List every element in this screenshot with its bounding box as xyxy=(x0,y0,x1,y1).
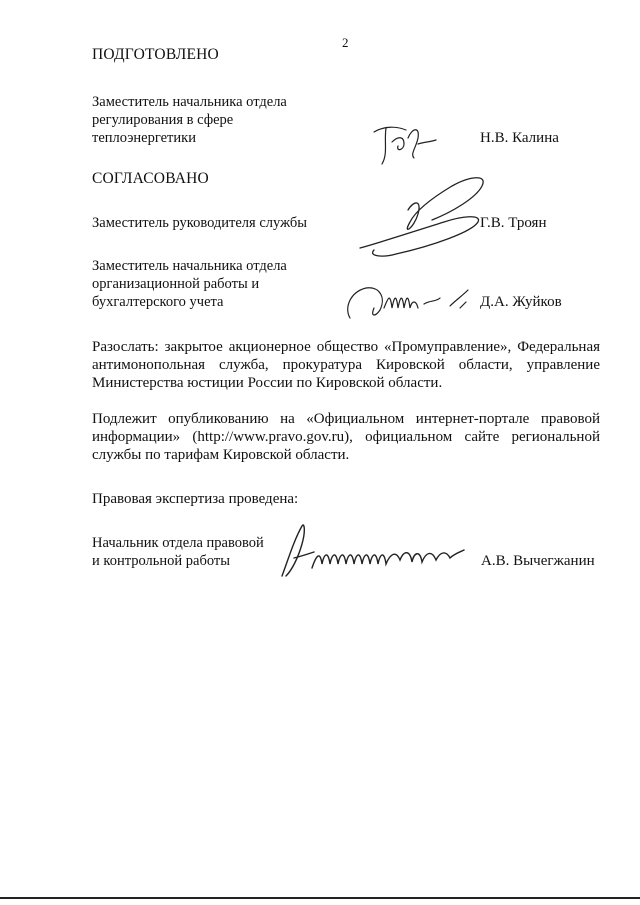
agreed-name-2: Д.А. Жуйков xyxy=(480,294,562,310)
position-line: бухгалтерского учета xyxy=(92,294,224,310)
distribution-paragraph: Разослать: закрытое акционерное общество «Промуправление», Федеральная антимонопольная служба, прокуратура Кировской области, управление Министерства юстиции России по Кировской области. xyxy=(92,339,600,391)
legal-review-statement: Правовая экспертиза проведена: xyxy=(92,491,299,507)
agreed-position-2 xyxy=(92,257,332,311)
legal-review-name: А.В. Вычегжанин xyxy=(481,553,595,569)
agreed-name-1: Г.В. Троян xyxy=(480,215,547,231)
position-line: Заместитель начальника отдела xyxy=(92,258,287,274)
position-line: Заместитель руководителя службы xyxy=(92,215,308,231)
position-line: регулирования в сфере xyxy=(92,112,234,128)
signature-vychegzhanin xyxy=(272,520,468,580)
page-bottom-border xyxy=(0,897,640,899)
signature-zhuikov xyxy=(340,278,480,324)
prepared-name: Н.В. Калина xyxy=(480,130,559,146)
page-number: 2 xyxy=(342,35,349,50)
signature-troyan xyxy=(352,170,492,262)
position-line: организационной работы и xyxy=(92,276,260,292)
position-line: и контрольной работы xyxy=(92,553,230,569)
position-line: Заместитель начальника отдела xyxy=(92,94,287,110)
publication-paragraph: Подлежит опубликованию на «Официальном интернет-портале правовой информации» (http://www.pravo.gov.ru), официальном сайте региональной службы по тарифам Кировской области. xyxy=(92,411,600,463)
prepared-heading: ПОДГОТОВЛЕНО xyxy=(92,46,219,63)
agreed-heading: СОГЛАСОВАНО xyxy=(92,170,209,187)
agreed-position-1 xyxy=(92,214,352,232)
prepared-position xyxy=(92,93,332,147)
signature-kalina xyxy=(368,118,440,170)
position-line: Начальник отдела правовой xyxy=(92,535,264,551)
position-line: теплоэнергетики xyxy=(92,130,196,146)
